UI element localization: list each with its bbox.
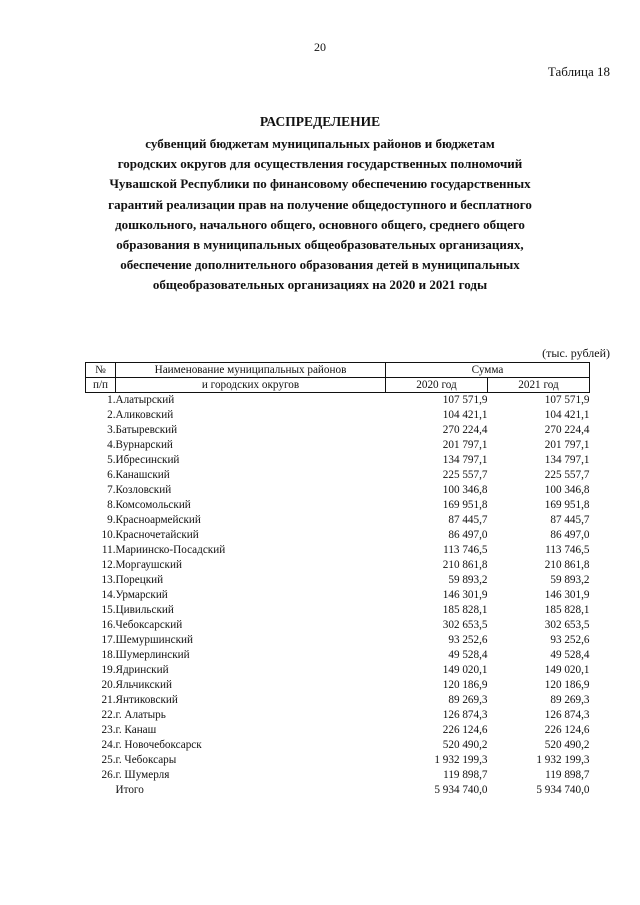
row-name: Шумерлинский (115, 649, 190, 661)
table-row (86, 708, 590, 723)
table-row (86, 618, 590, 633)
row-name: Аликовский (115, 409, 174, 421)
row-number: 1. (107, 394, 116, 406)
row-value-2020: 210 861,8 (442, 559, 488, 571)
row-value-2020: 59 893,2 (448, 574, 488, 586)
row-value-2020: 1 932 199,3 (434, 754, 488, 766)
table-row (86, 753, 590, 768)
row-number: 16. (101, 619, 116, 631)
row-number: 13. (101, 574, 116, 586)
header-name-sub: и городских округов (201, 378, 300, 391)
row-value-2020: 100 346,8 (442, 484, 488, 496)
row-value-2021: 1 932 199,3 (536, 754, 590, 766)
row-value-2020: 225 557,7 (442, 469, 488, 481)
row-value-2021: 87 445,7 (550, 514, 590, 526)
row-value-2020: 89 269,3 (448, 694, 488, 706)
table-row (86, 723, 590, 738)
row-name: Алатырский (115, 394, 175, 406)
row-name: Канашский (115, 469, 170, 481)
page-number: 20 (314, 40, 326, 54)
row-number: 17. (101, 634, 116, 646)
row-value-2020: 120 186,9 (442, 679, 488, 691)
row-value-2020: 169 951,8 (442, 499, 488, 511)
title-line: гарантий реализации прав на получение общедоступного и бесплатного (108, 196, 532, 212)
row-value-2020: 119 898,7 (443, 769, 488, 781)
row-value-2021: 134 797,1 (544, 454, 590, 466)
table-row (86, 693, 590, 708)
total-value-2020: 5 934 740,0 (434, 784, 488, 796)
row-value-2021: 302 653,5 (544, 619, 590, 631)
row-name: Урмарский (115, 589, 168, 601)
row-value-2021: 146 301,9 (544, 589, 590, 601)
subvention-table (85, 362, 590, 798)
row-value-2020: 226 124,6 (442, 724, 488, 736)
table-row (86, 498, 590, 513)
table-row (86, 483, 590, 498)
row-number: 23. (101, 724, 116, 736)
row-value-2021: 49 528,4 (550, 649, 590, 661)
table-row (86, 453, 590, 468)
table-row (86, 738, 590, 753)
row-value-2021: 100 346,8 (544, 484, 590, 496)
header-name-cell (116, 363, 386, 378)
total-row (86, 783, 590, 798)
row-number: 6. (107, 469, 116, 481)
title-line: городских округов для осуществления государственных полномочий (117, 156, 523, 172)
row-name: Ибресинский (115, 454, 180, 466)
row-number: 3. (107, 424, 116, 436)
title-line: Чувашской Республики по финансовому обеспечению государственных (109, 176, 531, 192)
row-value-2020: 201 797,1 (442, 439, 488, 451)
header-num-cell (86, 363, 116, 378)
header-num: № (95, 363, 106, 376)
row-number: 7. (107, 484, 116, 496)
row-value-2020: 520 490,2 (442, 739, 488, 751)
total-value-2021: 5 934 740,0 (536, 784, 590, 796)
row-value-2021: 270 224,4 (544, 424, 590, 436)
row-value-2021: 225 557,7 (544, 469, 590, 481)
table-row (86, 768, 590, 783)
row-value-2021: 59 893,2 (550, 574, 590, 586)
total-label: Итого (115, 784, 144, 796)
row-number: 18. (101, 649, 116, 661)
row-name: Козловский (115, 484, 172, 496)
header-num-sub: п/п (92, 378, 109, 391)
title-line: субвенций бюджетам муниципальных районов и бюджетам (145, 136, 495, 151)
row-number: 12. (101, 559, 116, 571)
row-value-2020: 107 571,9 (442, 394, 488, 406)
row-value-2021: 520 490,2 (544, 739, 590, 751)
row-name: Чебоксарский (115, 619, 183, 631)
row-name: Красночетайский (115, 529, 199, 541)
document-title (70, 113, 570, 296)
table-row (86, 558, 590, 573)
row-name: г. Новочебоксарск (115, 739, 202, 751)
header-year-2020: 2020 год (386, 378, 488, 393)
row-number: 5. (107, 454, 116, 466)
row-value-2020: 302 653,5 (442, 619, 488, 631)
row-number: 20. (101, 679, 116, 691)
title-line: обеспечение дополнительного образования детей в муниципальных (120, 257, 520, 273)
table-row (86, 663, 590, 678)
row-value-2021: 226 124,6 (544, 724, 590, 736)
table-row (86, 513, 590, 528)
table-body (86, 393, 590, 799)
row-value-2020: 126 874,3 (442, 709, 488, 721)
row-value-2020: 134 797,1 (442, 454, 488, 466)
row-number: 8. (107, 499, 116, 511)
header-sum: Сумма (386, 363, 590, 378)
row-value-2021: 169 951,8 (544, 499, 590, 511)
table-row (86, 528, 590, 543)
total-number (86, 783, 116, 798)
row-value-2020: 146 301,9 (442, 589, 488, 601)
row-name: г. Шумерля (115, 769, 170, 781)
row-number: 26. (101, 769, 116, 781)
row-number: 21. (101, 694, 116, 706)
row-number: 14. (101, 589, 116, 601)
row-value-2021: 185 828,1 (544, 604, 590, 616)
row-number: 9. (107, 514, 116, 526)
row-value-2021: 210 861,8 (544, 559, 590, 571)
units-label: (тыс. рублей) (542, 346, 610, 360)
row-value-2020: 185 828,1 (442, 604, 488, 616)
row-value-2020: 87 445,7 (448, 514, 488, 526)
row-name: Яльчикский (115, 679, 172, 691)
row-number: 11. (101, 544, 116, 556)
row-name: Мариинско-Посадский (115, 544, 226, 556)
row-value-2021: 149 020,1 (544, 664, 590, 676)
row-number: 19. (101, 664, 116, 676)
row-name: г. Канаш (115, 724, 157, 736)
table-label: Таблица 18 (547, 64, 610, 79)
row-value-2020: 49 528,4 (448, 649, 488, 661)
row-value-2020: 113 746,5 (443, 544, 488, 556)
title-line: общеобразовательных организациях на 2020 и 2021 годы (152, 277, 488, 293)
table-row (86, 678, 590, 693)
header-year-2021: 2021 год (488, 378, 590, 393)
table-row (86, 468, 590, 483)
table-row (86, 543, 590, 558)
table-row (86, 603, 590, 618)
row-number: 22. (101, 709, 116, 721)
table-row (86, 438, 590, 453)
row-name: Батыревский (115, 424, 178, 436)
row-value-2021: 107 571,9 (544, 394, 590, 406)
row-value-2020: 86 497,0 (448, 529, 488, 541)
header-num-sub-cell (86, 378, 116, 393)
row-value-2021: 93 252,6 (550, 634, 590, 646)
row-number: 15. (101, 604, 116, 616)
row-name: Моргаушский (115, 559, 182, 571)
table-row (86, 408, 590, 423)
row-value-2021: 120 186,9 (544, 679, 590, 691)
row-value-2020: 270 224,4 (442, 424, 488, 436)
row-value-2021: 119 898,7 (545, 769, 590, 781)
header-name-sub-cell (116, 378, 386, 393)
table-row (86, 423, 590, 438)
row-name: Цивильский (115, 604, 174, 616)
row-value-2021: 86 497,0 (550, 529, 590, 541)
row-value-2020: 93 252,6 (448, 634, 488, 646)
row-name: Шемуршинский (115, 634, 193, 646)
header-name: Наименование муниципальных районов (154, 363, 347, 376)
row-value-2020: 104 421,1 (442, 409, 488, 421)
row-name: Порецкий (115, 574, 164, 586)
table-row (86, 588, 590, 603)
row-value-2021: 126 874,3 (544, 709, 590, 721)
row-number: 24. (101, 739, 116, 751)
title-line: дошкольного, начального общего, основного общего, среднего общего (115, 216, 525, 232)
row-number: 10. (101, 529, 116, 541)
row-value-2021: 201 797,1 (544, 439, 590, 451)
title-line: образования в муниципальных общеобразовательных организациях, (116, 237, 524, 253)
row-number: 4. (107, 439, 116, 451)
row-name: Ядринский (115, 664, 169, 676)
table-row (86, 573, 590, 588)
table-row (86, 648, 590, 663)
row-value-2021: 113 746,5 (545, 544, 590, 556)
table-row (86, 393, 590, 409)
row-number: 2. (107, 409, 116, 421)
table-header (86, 363, 590, 393)
row-value-2021: 89 269,3 (550, 694, 590, 706)
row-name: г. Чебоксары (115, 754, 177, 766)
row-name: г. Алатырь (115, 709, 166, 721)
row-name: Вурнарский (115, 439, 173, 451)
row-value-2021: 104 421,1 (544, 409, 590, 421)
row-name: Янтиковский (115, 694, 178, 706)
row-value-2020: 149 020,1 (442, 664, 488, 676)
title-main: РАСПРЕДЕЛЕНИЕ (259, 114, 381, 129)
row-name: Комсомольский (115, 499, 191, 511)
row-number: 25. (101, 754, 116, 766)
table-row (86, 633, 590, 648)
row-name: Красноармейский (115, 514, 201, 526)
